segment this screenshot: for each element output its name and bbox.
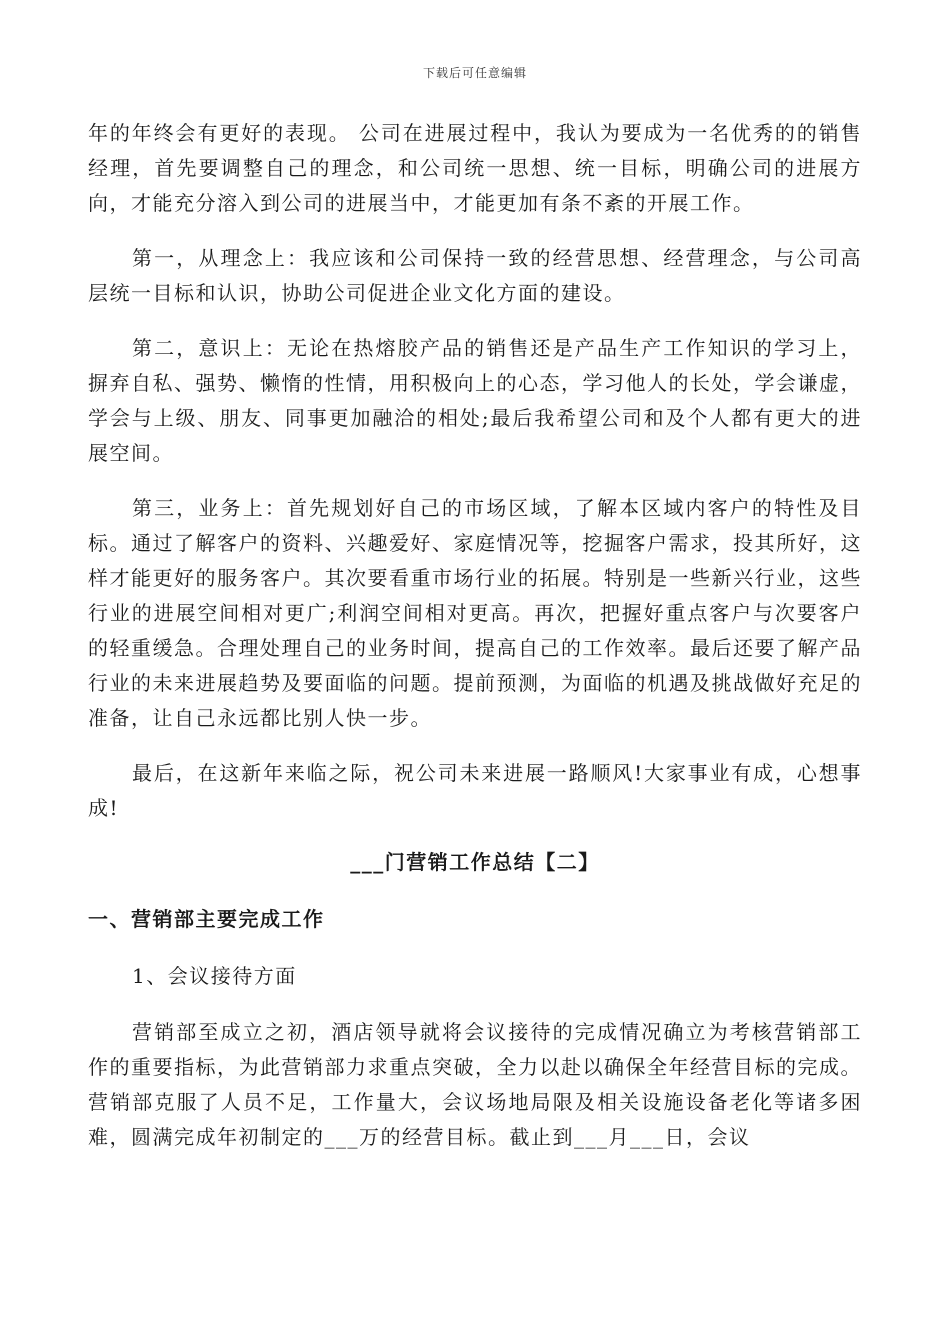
paragraph-intro: 年的年终会有更好的表现。 公司在进展过程中，我认为要成为一名优秀的的销售经理，首先要调整自己的理念，和公司统一思想、统一目标，明确公司的进展方向，才能充分溶入到公司的进展当中，才能更加有条不紊的开展工作。 <box>88 121 862 215</box>
paragraph-second: 第二，意识上：无论在热熔胶产品的销售还是产品生产工作知识的学习上，摒弃自私、强势、懒惰的性情，用积极向上的心态，学习他人的长处，学会谦虚，学会与上级、朋友、同事更加融洽的相处;最后我希望公司和及个人都有更大的进展空间。 <box>88 336 862 465</box>
paragraph-third: 第三，业务上：首先规划好自己的市场区域，了解本区域内客户的特性及目标。通过了解客户的资料、兴趣爱好、家庭情况等，挖掘客户需求，投其所好，这样才能更好的服务客户。其次要看重市场行业的拓展。特别是一些新兴行业，这些行业的进展空间相对更广;利润空间相对更高。再次，把握好重点客户与次要客户的轻重缓急。合理处理自己的业务时间，提高自己的工作效率。最后还要了解产品行业的未来进展趋势及要面临的问题。提前预测，为面临的机遇及挑战做好充足的准备，让自己永远都比别人快一步。 <box>88 496 862 730</box>
paragraph-closing: 最后，在这新年来临之际，祝公司未来进展一路顺风!大家事业有成，心想事成! <box>88 761 862 820</box>
section-title: ___门营销工作总结【二】 <box>350 850 600 874</box>
subsection-heading: 一、营销部主要完成工作 <box>88 907 325 931</box>
item-label: 1、会议接待方面 <box>132 964 297 988</box>
paragraph-meeting: 营销部至成立之初，酒店领导就将会议接待的完成情况确立为考核营销部工作的重要指标，为此营销部力求重点突破，全力以赴以确保全年经营目标的完成。营销部克服了人员不足，工作量大，会议场地局限及相关设施设备老化等诸多困难，圆满完成年初制定的___万的经营目标。截止到___月___日，会议 <box>88 1020 862 1149</box>
paragraph-first: 第一，从理念上：我应该和公司保持一致的经营思想、经营理念，与公司高层统一目标和认识，协助公司促进企业文化方面的建设。 <box>88 246 862 305</box>
page-header: 下载后可任意编辑 <box>422 66 527 80</box>
document-body <box>88 116 862 1175</box>
